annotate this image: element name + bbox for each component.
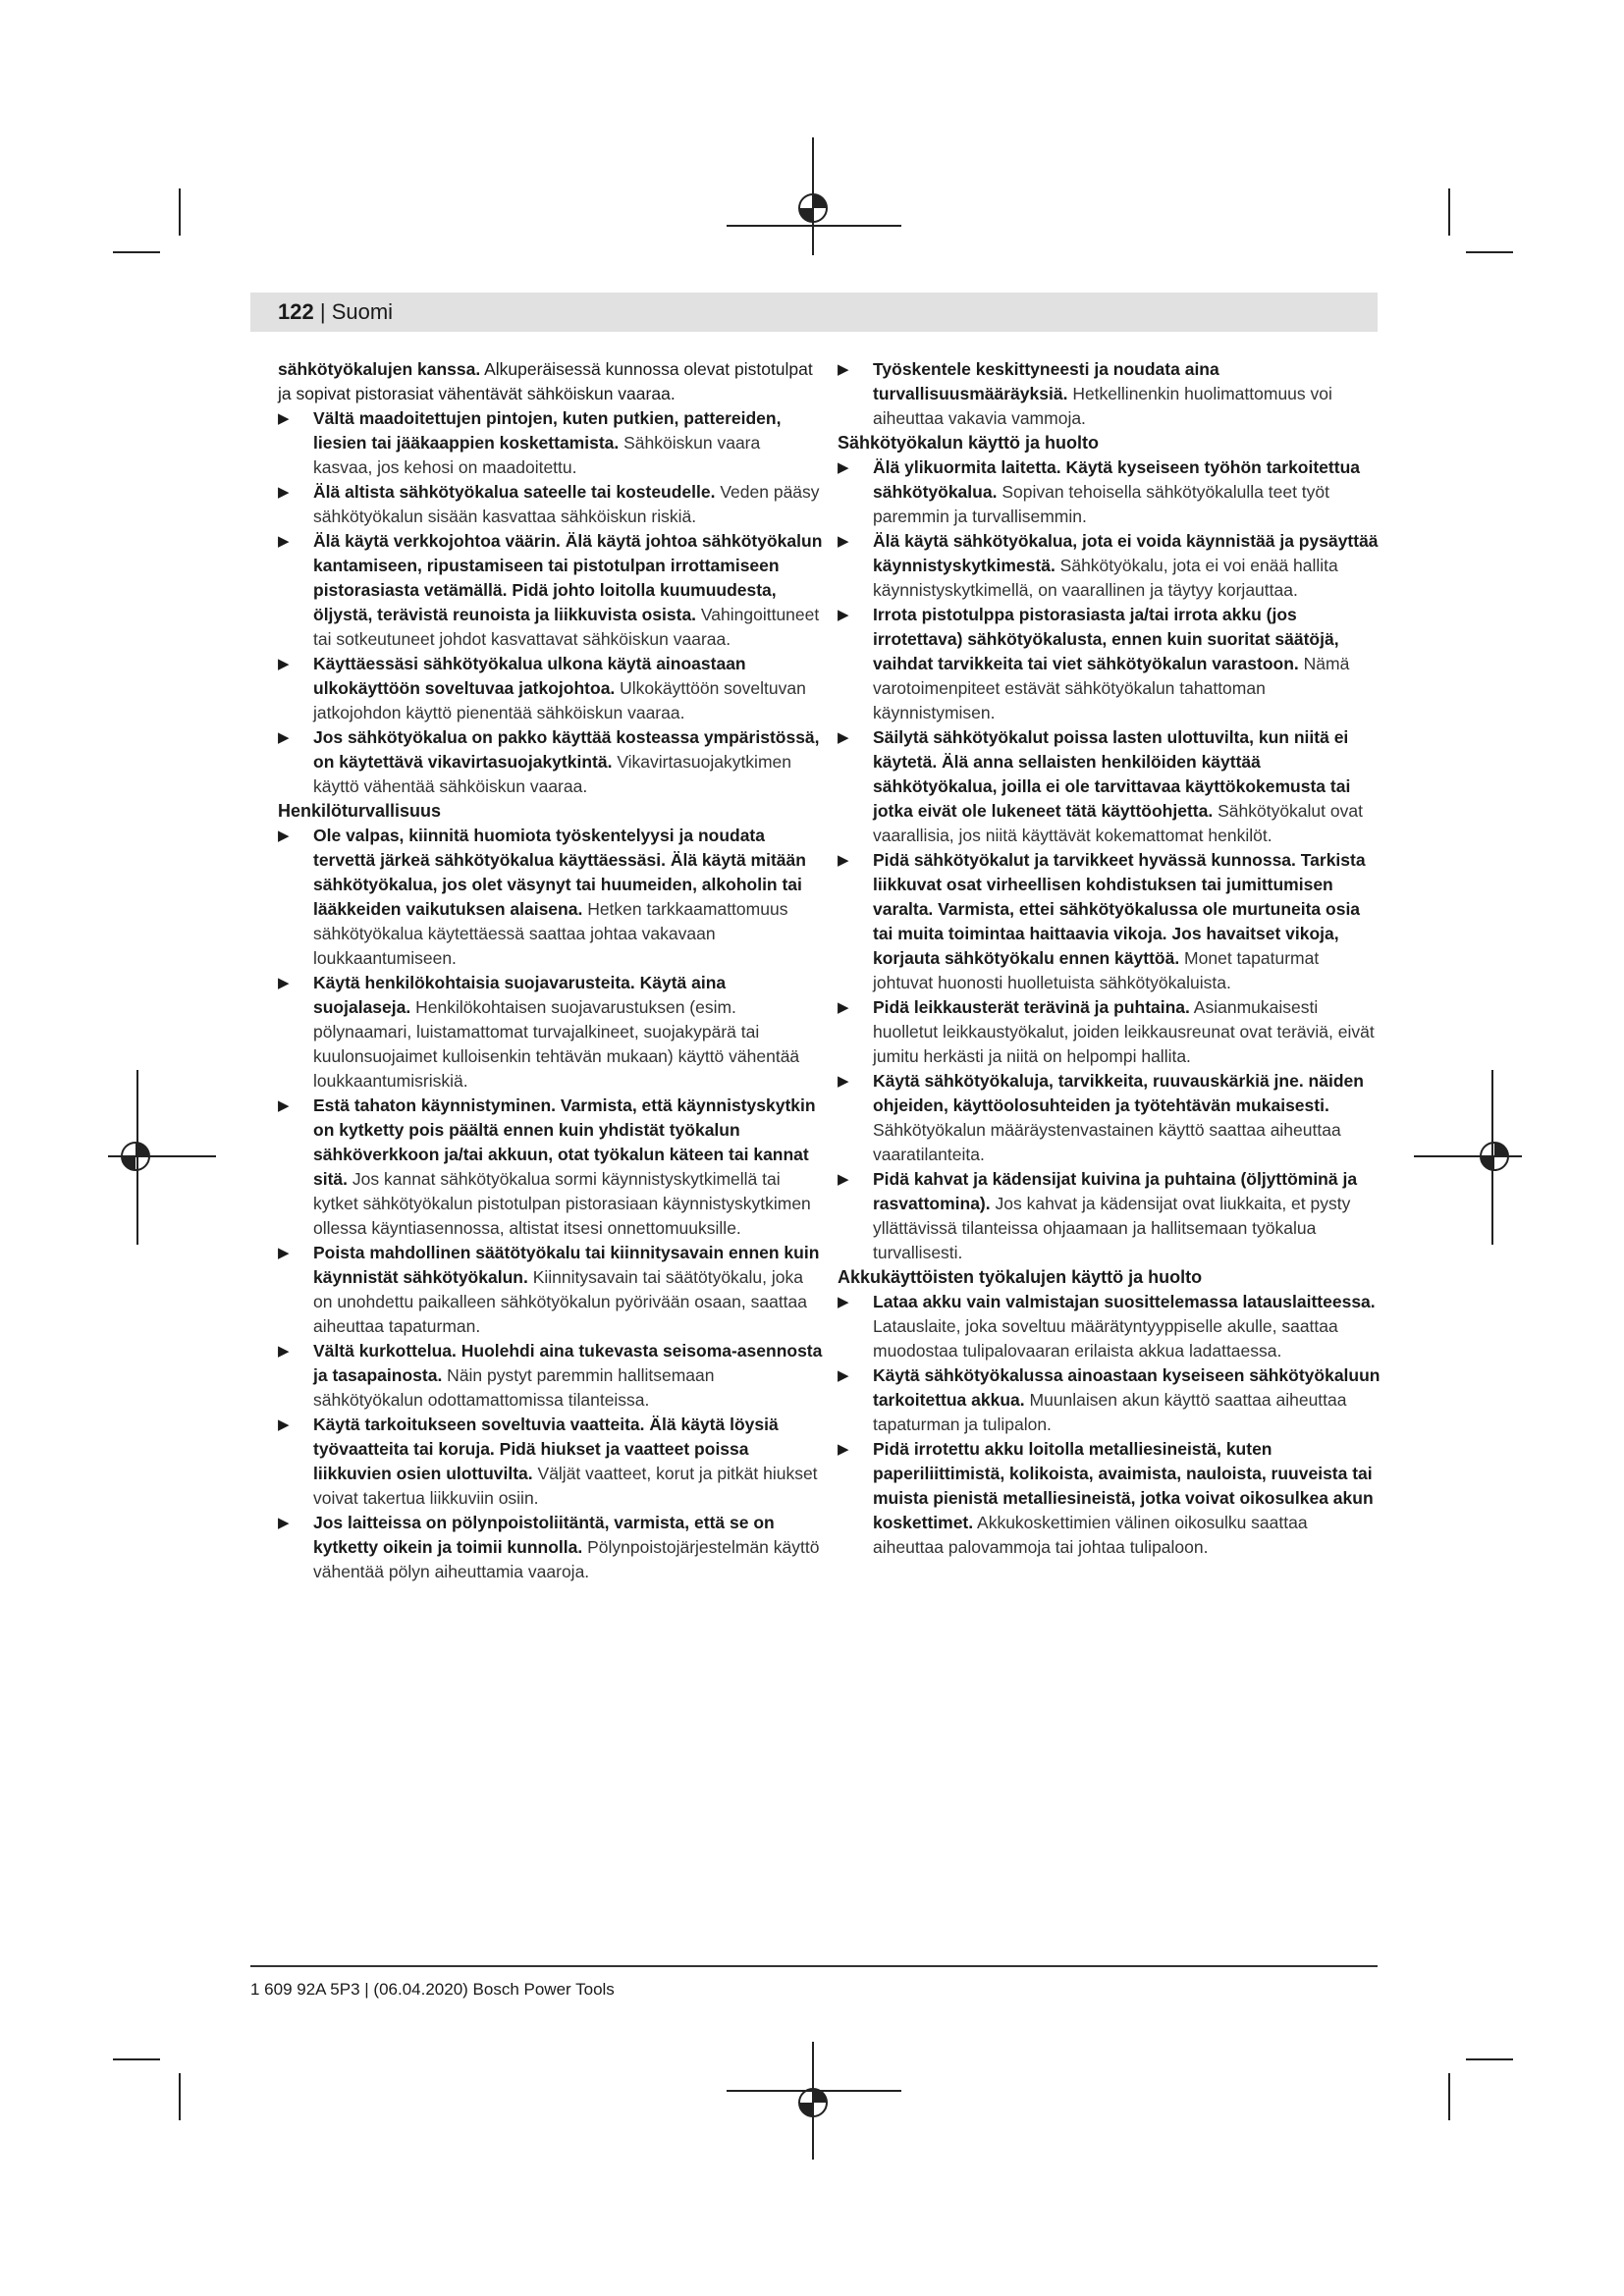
arrow-bullet-icon: ▶ <box>838 852 849 869</box>
arrow-bullet-icon: ▶ <box>838 459 849 476</box>
list-item: ▶ Estä tahaton käynnistyminen. Varmista, että käynnistyskytkin on kytketty pois päältä ennen kuin yhdistät työkalun sähköverkkoon ja/tai akkuun, otat työkalun käteen tai kannat sitä. Jos kannat sähkötyökalua sormi käynnistyskytkimellä tai kytket sähkötyökalun pistotulpan pistorasiaan käynnistyskytkimen ollessa käyntiasennossa, altistat itsesi onnettomuuksille. <box>278 1095 816 1238</box>
crop-mark <box>1448 188 1450 236</box>
page-number: 122 <box>278 299 314 324</box>
arrow-bullet-icon: ▶ <box>838 999 849 1016</box>
arrow-bullet-icon: ▶ <box>278 1343 290 1360</box>
list-item: ▶ Käyttäessäsi sähkötyökalua ulkona käytä ainoastaan ulkokäyttöön soveltuvaa jatkojohtoa. Ulkokäyttöön soveltuvan jatkojohdon käyttö pienentää sähköiskun vaaraa. <box>278 654 806 722</box>
tool-use-list <box>838 455 1382 1265</box>
work-safety-list <box>838 357 1382 431</box>
continued-paragraph: sähkötyökalujen kanssa. Alkuperäisessä kunnossa olevat pistotulpat ja sopivat pistorasiat vähentävät sähköiskun vaaraa. <box>278 359 813 403</box>
arrow-bullet-icon: ▶ <box>278 729 290 746</box>
registration-mark-bottom <box>727 2042 903 2160</box>
crop-mark <box>1466 251 1513 253</box>
right-column <box>838 357 1382 1560</box>
registration-mark-top <box>727 137 903 255</box>
section-heading-battery-tools: Akkukäyttöisten työkalujen käyttö ja huolto <box>838 1267 1203 1287</box>
list-item: ▶ Jos sähkötyökalua on pakko käyttää kosteassa ympäristössä, on käytettävä vikavirtasuojakytkintä. Vikavirtasuojakytkimen käyttö vähentää sähköiskun vaaraa. <box>278 727 820 796</box>
list-item: ▶ Käytä sähkötyökaluja, tarvikkeita, ruuvauskärkiä jne. näiden ohjeiden, käyttöolosuhteiden ja työtehtävän mukaisesti. Sähkötyökalun määräystenvastainen käyttö saattaa aiheuttaa vaaratilanteita. <box>838 1071 1364 1164</box>
arrow-bullet-icon: ▶ <box>838 1171 849 1188</box>
left-column <box>278 357 823 1584</box>
list-item: ▶ Työskentele keskittyneesti ja noudata aina turvallisuusmääräyksiä. Hetkellinenkin huolimattomuus voi aiheuttaa vakavia vammoja. <box>838 359 1332 428</box>
arrow-bullet-icon: ▶ <box>838 729 849 746</box>
battery-tools-list <box>838 1290 1382 1560</box>
electrical-safety-list <box>278 406 823 799</box>
arrow-bullet-icon: ▶ <box>838 1073 849 1090</box>
arrow-bullet-icon: ▶ <box>838 1294 849 1310</box>
section-heading-personal-safety: Henkilöturvallisuus <box>278 801 442 821</box>
list-item: ▶ Älä käytä sähkötyökalua, jota ei voida käynnistää ja pysäyttää käynnistyskytkimestä. Sähkötyökalu, jota ei voi enää hallita käynnistyskytkimellä, on vaarallinen ja täytyy korjauttaa. <box>838 531 1379 600</box>
arrow-bullet-icon: ▶ <box>278 1245 290 1261</box>
arrow-bullet-icon: ▶ <box>838 1441 849 1458</box>
list-item: ▶ Pidä irrotettu akku loitolla metalliesineistä, kuten paperiliittimistä, kolikoista, avaimista, nauloista, ruuveista tai muista pienistä metalliesineistä, jotka voivat oikosulkea akun koskettimet. Akkukoskettimien välinen oikosulku saattaa aiheuttaa palovammoja tai johtaa tulipaloon. <box>838 1439 1374 1557</box>
arrow-bullet-icon: ▶ <box>278 1097 290 1114</box>
crop-mark <box>113 251 160 253</box>
list-item: ▶ Käytä tarkoitukseen soveltuvia vaatteita. Älä käytä löysiä työvaatteita tai koruja. Pidä hiukset ja vaatteet poissa liikkuvien osien ulottuvilta. Väljät vaatteet, korut ja pitkät hiukset voivat takertua liikkuviin osiin. <box>278 1415 818 1508</box>
footer-rule <box>250 1965 1378 1967</box>
list-item: ▶ Pidä leikkausterät terävinä ja puhtaina. Asianmukaisesti huolletut leikkaustyökalut, joiden leikkausreunat ovat teräviä, eivät jumitu herkästi ja niitä on helpompi hallita. <box>838 997 1375 1066</box>
arrow-bullet-icon: ▶ <box>278 484 290 501</box>
arrow-bullet-icon: ▶ <box>278 975 290 991</box>
header-language: Suomi <box>331 299 394 324</box>
arrow-bullet-icon: ▶ <box>278 828 290 844</box>
list-item: ▶ Poista mahdollinen säätötyökalu tai kiinnitysavain ennen kuin käynnistät sähkötyökalun. Kiinnitysavain tai säätötyökalu, joka on unohdettu paikalleen sähkötyökalun pyörivään osaan, saattaa aiheuttaa tapaturman. <box>278 1243 820 1336</box>
list-item: ▶ Käytä henkilökohtaisia suojavarusteita. Käytä aina suojalaseja. Henkilökohtaisen suojavarustuksen (esim. pölynaamari, luistamattomat turvajalkineet, suojakypärä tai kuulonsuojaimet kulloisenkin tehtävän mukaan) käyttö vähentää loukkaantumisriskiä. <box>278 973 800 1091</box>
crop-mark <box>1466 2058 1513 2060</box>
list-item: ▶ Älä altista sähkötyökalua sateelle tai kosteudelle. Veden pääsy sähkötyökalun sisään kasvattaa sähköiskun riskiä. <box>278 482 820 526</box>
list-item: ▶ Jos laitteissa on pölynpoistoliitäntä, varmista, että se on kytketty oikein ja toimii kunnolla. Pölynpoistojärjestelmän käyttö vähentää pölyn aiheuttamia vaaroja. <box>278 1513 820 1581</box>
arrow-bullet-icon: ▶ <box>838 533 849 550</box>
list-item: ▶ Vältä maadoitettujen pintojen, kuten putkien, pattereiden, liesien tai jääkaappien koskettamista. Sähköiskun vaara kasvaa, jos kehosi on maadoitettu. <box>278 408 782 477</box>
registration-mark-right <box>1414 1070 1522 1247</box>
page-header <box>278 296 393 328</box>
personal-safety-list <box>278 824 823 1584</box>
arrow-bullet-icon: ▶ <box>838 607 849 623</box>
list-item: ▶ Pidä kahvat ja kädensijat kuivina ja puhtaina (öljyttöminä ja rasvattomina). Jos kahvat ja kädensijat ovat liukkaita, et pysty yllättävissä tilanteissa ohjaamaan ja hallitsemaan työkalua turvallisesti. <box>838 1169 1358 1262</box>
crop-mark <box>1448 2073 1450 2120</box>
header-separator: | <box>319 299 326 324</box>
list-item: ▶ Pidä sähkötyökalut ja tarvikkeet hyvässä kunnossa. Tarkista liikkuvat osat virheellisen kohdistuksen tai jumittumisen varalta. Varmista, ettei sähkötyökalussa ole murtuneita osia tai muita toimintaa haittaavia vikoja. Jos havaitset vikoja, korjauta sähkötyökalu ennen käyttöä. Monet tapaturmat johtuvat huonosti huolletuista sähkötyökaluista. <box>838 850 1366 992</box>
arrow-bullet-icon: ▶ <box>278 1416 290 1433</box>
list-item: ▶ Säilytä sähkötyökalut poissa lasten ulottuvilta, kun niitä ei käytetä. Älä anna sellaisten henkilöiden käyttää sähkötyökalua, joilla ei ole tarvittavaa käyttökokemusta tai jotka eivät ole lukeneet tätä käyttöohjetta. Sähkötyökalut ovat vaarallisia, jos niitä käyttävät kokemattomat henkilöt. <box>838 727 1363 845</box>
arrow-bullet-icon: ▶ <box>278 410 290 427</box>
page-footer: 1 609 92A 5P3 | (06.04.2020) Bosch Power Tools <box>250 1980 615 1999</box>
crop-mark <box>179 188 181 236</box>
list-item: ▶ Vältä kurkottelua. Huolehdi aina tukevasta seisoma-asennosta ja tasapainosta. Näin pystyt paremmin hallitsemaan sähkötyökalun odottamattomissa tilanteissa. <box>278 1341 823 1410</box>
list-item: ▶ Älä ylikuormita laitetta. Käytä kyseiseen työhön tarkoitettua sähkötyökalua. Sopivan tehoisella sähkötyökalulla teet työt paremmin ja turvallisemmin. <box>838 457 1360 526</box>
list-item: ▶ Ole valpas, kiinnitä huomiota työskentelyysi ja noudata tervettä järkeä sähkötyökalua käyttäessäsi. Älä käytä mitään sähkötyökalua, jos olet väsynyt tai huumeiden, alkoholin tai lääkkeiden vaikutuksen alaisena. Hetken tarkkaamattomuus sähkötyökalua käytettäessä saattaa johtaa vakavaan loukkaantumiseen. <box>278 826 806 968</box>
registration-mark-left <box>108 1070 216 1247</box>
crop-mark <box>113 2058 160 2060</box>
list-item: ▶ Älä käytä verkkojohtoa väärin. Älä käytä johtoa sähkötyökalun kantamiseen, ripustamiseen tai pistotulpan irrottamiseen pistorasiasta vetämällä. Pidä johto loitolla kuumuudesta, öljystä, terävistä reunoista ja liikkuvista osista. Vahingoittuneet tai sotkeutuneet johdot kasvattavat sähköiskun vaaraa. <box>278 531 823 649</box>
section-heading-tool-use: Sähkötyökalun käyttö ja huolto <box>838 433 1100 453</box>
crop-mark <box>179 2073 181 2120</box>
arrow-bullet-icon: ▶ <box>278 656 290 672</box>
list-item: ▶ Lataa akku vain valmistajan suosittelemassa latauslaitteessa. Latauslaite, joka soveltuu määrätyntyyppiselle akulle, saattaa muodostaa tulipalovaaran erilaista akkua ladattaessa. <box>838 1292 1376 1361</box>
list-item: ▶ Käytä sähkötyökalussa ainoastaan kyseiseen sähkötyökaluun tarkoitettua akkua. Muunlaisen akun käyttö saattaa aiheuttaa tapaturman ja tulipalon. <box>838 1365 1380 1434</box>
list-item: ▶ Irrota pistotulppa pistorasiasta ja/tai irrota akku (jos irrotettava) sähkötyökalusta, ennen kuin suoritat säätöjä, vaihdat tarvikkeita tai viet sähkötyökalun varastoon. Nämä varotoimenpiteet estävät sähkötyökalun tahattoman käynnistymisen. <box>838 605 1350 722</box>
page-header-bar <box>250 293 1378 332</box>
arrow-bullet-icon: ▶ <box>278 1515 290 1531</box>
arrow-bullet-icon: ▶ <box>278 533 290 550</box>
arrow-bullet-icon: ▶ <box>838 361 849 378</box>
arrow-bullet-icon: ▶ <box>838 1367 849 1384</box>
